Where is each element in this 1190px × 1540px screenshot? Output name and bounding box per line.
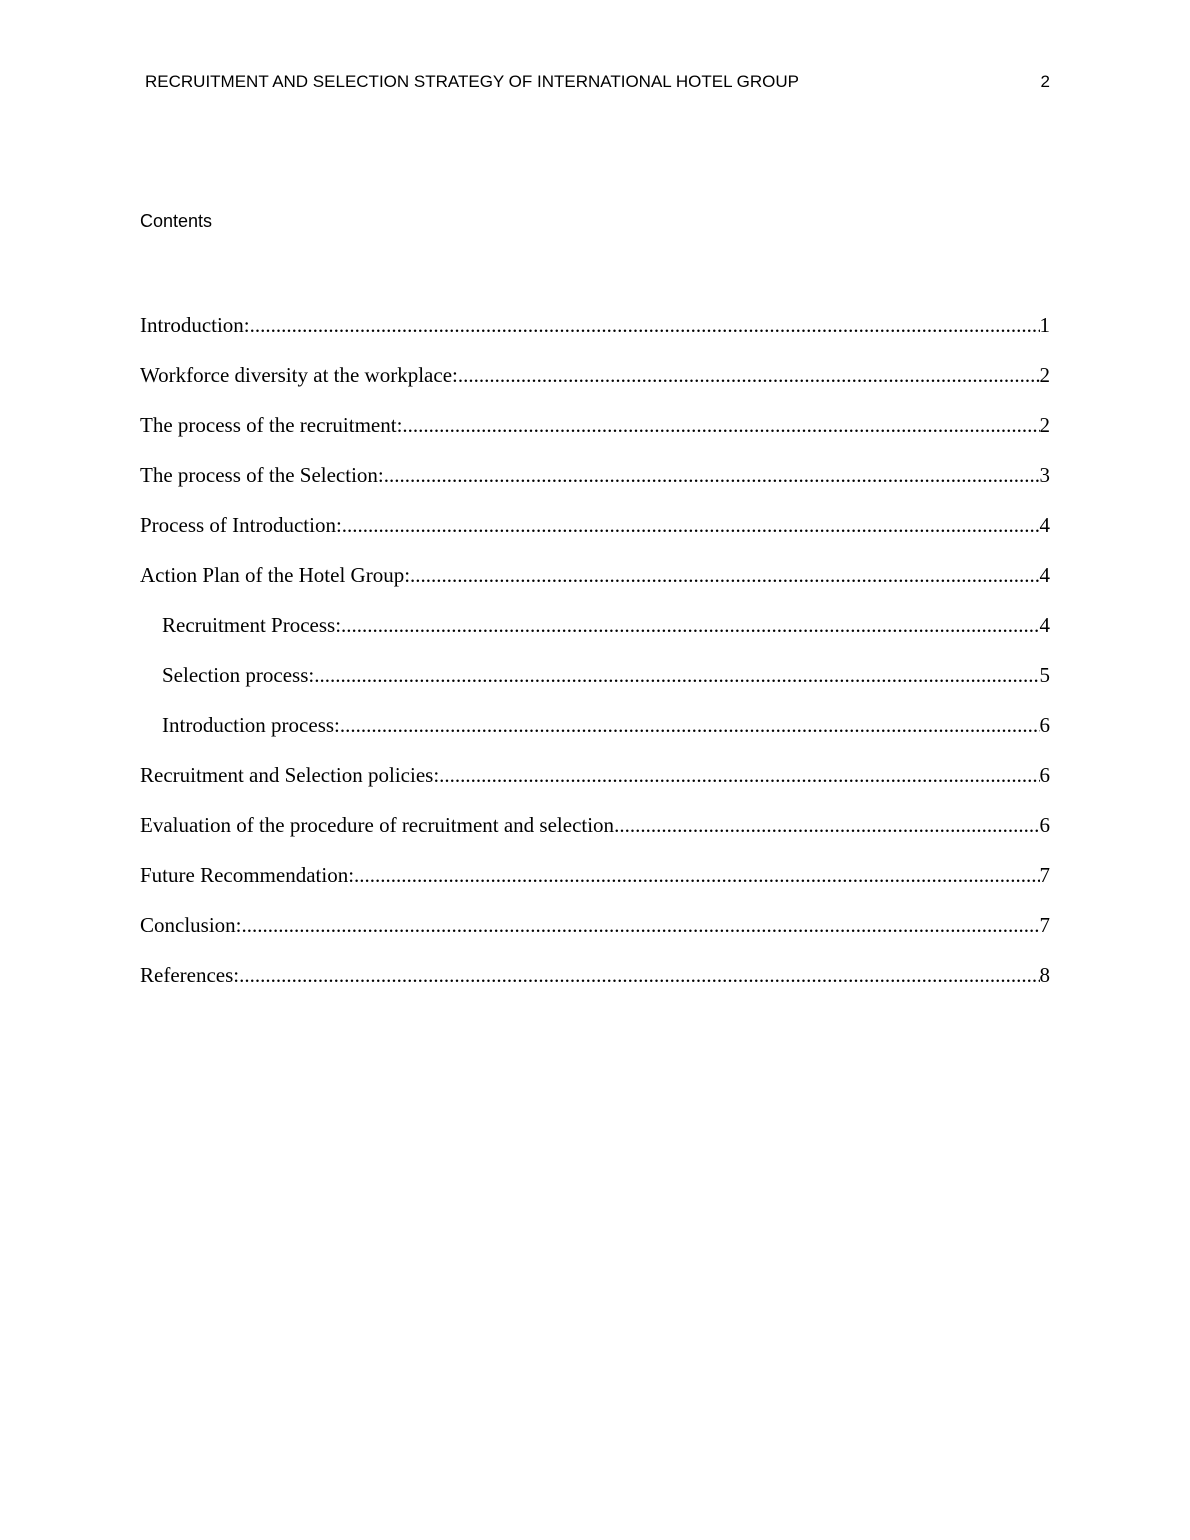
toc-entry[interactable]: [140, 813, 1050, 863]
toc-leader-dots: [341, 613, 1039, 638]
toc-entry[interactable]: [140, 513, 1050, 563]
toc-entry-label: References:: [140, 963, 240, 987]
toc-leader-dots: [439, 763, 1039, 788]
toc-entry-page: 6: [1039, 813, 1050, 837]
toc-entry-page: 7: [1039, 863, 1050, 887]
toc-entry-label: The process of the Selection:: [140, 463, 384, 487]
toc-entry-page: 3: [1039, 463, 1050, 487]
toc-leader-dots: [384, 463, 1040, 488]
toc-entry-page: 5: [1039, 663, 1050, 687]
table-of-contents: [140, 313, 1050, 1013]
toc-leader-dots: [354, 863, 1039, 888]
toc-leader-dots: [342, 513, 1040, 538]
toc-entry-label: Process of Introduction:: [140, 513, 342, 537]
toc-leader-dots: [340, 713, 1040, 738]
toc-entry[interactable]: [140, 963, 1050, 1013]
toc-entry-page: 4: [1039, 613, 1050, 637]
toc-entry-label: Recruitment and Selection policies:: [140, 763, 440, 787]
toc-entry-page: 7: [1039, 913, 1050, 937]
toc-subentry[interactable]: [140, 613, 1050, 663]
toc-entry[interactable]: [140, 413, 1050, 463]
header-title: RECRUITMENT AND SELECTION STRATEGY OF INTERNATIONAL HOTEL GROUP: [145, 72, 799, 91]
toc-leader-dots: [410, 563, 1039, 588]
header-page-number: 2: [1040, 72, 1050, 91]
toc-entry-label: Action Plan of the Hotel Group:: [140, 563, 411, 587]
toc-leader-dots: [458, 363, 1040, 388]
toc-entry-page: 1: [1039, 313, 1050, 337]
toc-entry[interactable]: [140, 363, 1050, 413]
toc-leader-dots: [614, 813, 1039, 838]
toc-entry-page: 6: [1039, 763, 1050, 787]
toc-entry-page: 4: [1039, 563, 1050, 587]
toc-leader-dots: [239, 963, 1039, 988]
toc-entry-page: 2: [1039, 413, 1050, 437]
toc-entry-page: 6: [1039, 713, 1050, 737]
toc-entry-page: 2: [1039, 363, 1050, 387]
toc-entry-page: 8: [1039, 963, 1050, 987]
page-header: [145, 72, 1050, 96]
toc-entry-label: Selection process:: [162, 663, 315, 687]
toc-entry[interactable]: [140, 313, 1050, 363]
toc-subentry[interactable]: [140, 663, 1050, 713]
toc-entry-label: Workforce diversity at the workplace:: [140, 363, 458, 387]
toc-entry[interactable]: [140, 913, 1050, 963]
toc-entry-label: The process of the recruitment:: [140, 413, 403, 437]
toc-leader-dots: [314, 663, 1039, 688]
toc-leader-dots: [250, 313, 1040, 338]
toc-entry-label: Introduction process:: [162, 713, 340, 737]
toc-entry-label: Introduction:: [140, 313, 250, 337]
toc-entry-page: 4: [1039, 513, 1050, 537]
toc-entry-label: Conclusion:: [140, 913, 242, 937]
toc-entry-label: Evaluation of the procedure of recruitment and selection: [140, 813, 615, 837]
toc-entry[interactable]: [140, 763, 1050, 813]
toc-leader-dots: [402, 413, 1039, 438]
toc-entry-label: Future Recommendation:: [140, 863, 355, 887]
toc-entry-label: Recruitment Process:: [162, 613, 342, 637]
toc-entry[interactable]: [140, 563, 1050, 613]
toc-entry[interactable]: [140, 863, 1050, 913]
toc-leader-dots: [242, 913, 1040, 938]
contents-heading: Contents: [140, 211, 213, 231]
toc-subentry[interactable]: [140, 713, 1050, 763]
toc-entry[interactable]: [140, 463, 1050, 513]
